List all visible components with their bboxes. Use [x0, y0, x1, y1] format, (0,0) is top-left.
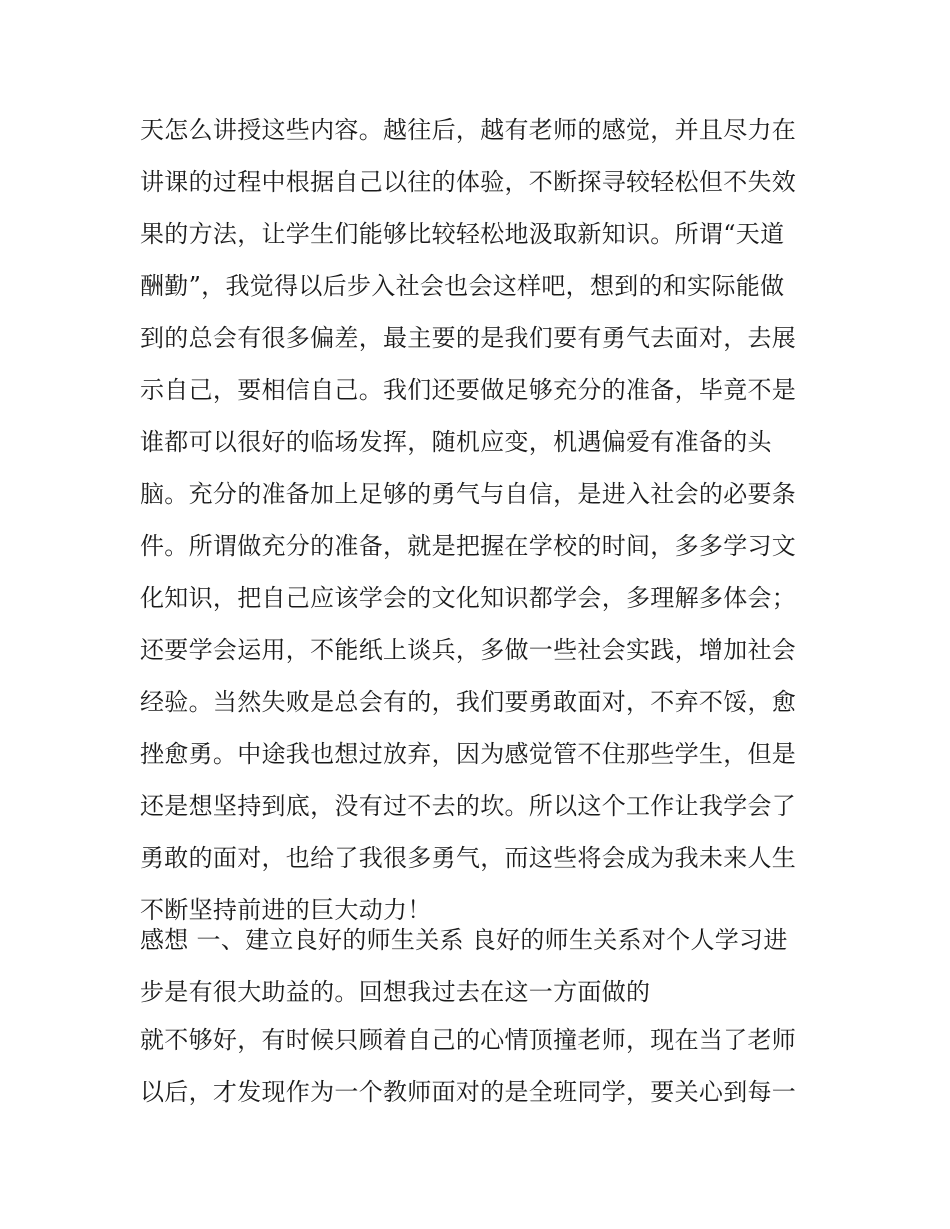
- text-line: 谁都可以很好的临场发挥，随机应变，机遇偏爱有准备的头: [140, 428, 772, 456]
- text-line: 示自己，要相信自己。我们还要做足够充分的准备，毕竟不是: [140, 376, 797, 404]
- text-line: 以后，才发现作为一个教师面对的是全班同学，要关心到每一: [140, 1078, 797, 1106]
- text-line: 化知识，把自己应该学会的文化知识都学会，多理解多体会；: [140, 584, 797, 612]
- text-line: 挫愈勇。中途我也想过放弃，因为感觉管不住那些学生，但是: [140, 740, 797, 768]
- text-line: 还是想坚持到底，没有过不去的坎。所以这个工作让我学会了: [140, 792, 797, 820]
- text-line: 到的总会有很多偏差，最主要的是我们要有勇气去面对，去展: [140, 324, 797, 352]
- paragraph-teacher-student-relationship: [140, 914, 830, 1018]
- text-line: 经验。当然失败是总会有的，我们要勇敢面对，不弃不馁，愈: [140, 688, 797, 716]
- paragraph-continuation: [140, 1014, 830, 1118]
- text-line: 就不够好，有时候只顾着自己的心情顶撞老师，现在当了老师: [140, 1026, 797, 1054]
- text-line: 天怎么讲授这些内容。越往后，越有老师的感觉，并且尽力在: [140, 116, 797, 144]
- text-line: 讲课的过程中根据自己以往的体验，不断探寻较轻松但不失效: [140, 168, 797, 196]
- text-line: 酬勤”，我觉得以后步入社会也会这样吧，想到的和实际能做: [140, 272, 785, 300]
- text-line: 脑。充分的准备加上足够的勇气与自信，是进入社会的必要条: [140, 480, 797, 508]
- text-line: 件。所谓做充分的准备，就是把握在学校的时间，多多学习文: [140, 532, 797, 560]
- text-line: 勇敢的面对，也给了我很多勇气，而这些将会成为我未来人生: [140, 844, 797, 872]
- text-line: 感想 一、建立良好的师生关系 良好的师生关系对个人学习进: [140, 926, 788, 954]
- paragraph-reflection: [140, 104, 830, 936]
- text-line: 步是有很大助益的。回想我过去在这一方面做的: [140, 978, 651, 1006]
- text-line: 还要学会运用，不能纸上谈兵，多做一些社会实践，增加社会: [140, 636, 797, 664]
- text-line: 不断坚持前进的巨大动力！: [140, 896, 432, 924]
- text-line: 果的方法，让学生们能够比较轻松地汲取新知识。所谓“天道: [140, 220, 785, 248]
